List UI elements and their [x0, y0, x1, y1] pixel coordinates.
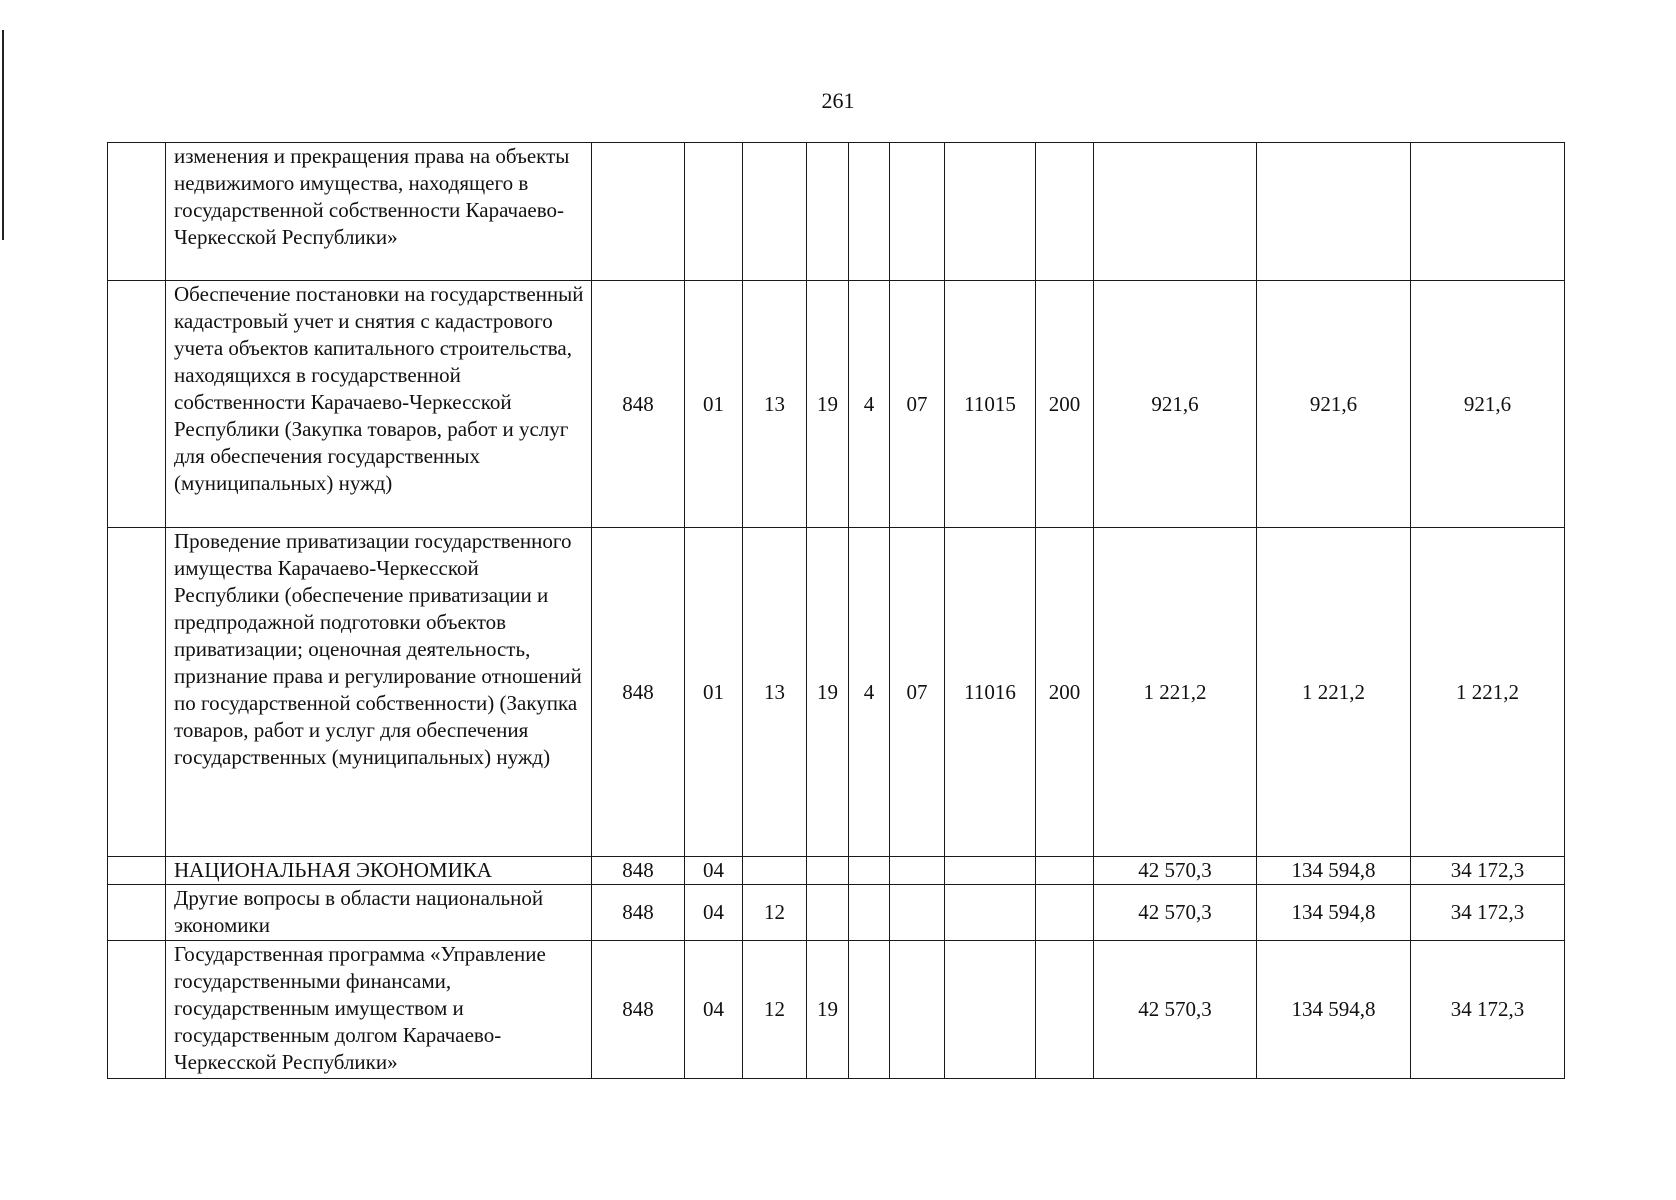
table-row [108, 528, 1565, 857]
subsection-code-cell: 12 [743, 941, 807, 1079]
row-marker-cell [108, 941, 166, 1079]
direction-code-cell: 11016 [945, 528, 1036, 857]
expense-type-code-cell: 200 [1036, 281, 1094, 528]
row-marker-cell [108, 528, 166, 857]
subsection-code-cell: 13 [743, 281, 807, 528]
section-code-cell [685, 143, 743, 281]
table-row [108, 143, 1565, 281]
admin-code-cell [592, 143, 685, 281]
activity-code-cell [890, 941, 945, 1079]
amount-year1-cell: 42 570,3 [1094, 885, 1257, 941]
amount-year3-cell: 34 172,3 [1411, 857, 1565, 885]
subsection-code-cell: 12 [743, 885, 807, 941]
expense-type-code-cell [1036, 143, 1094, 281]
subprogram-code-cell [849, 143, 890, 281]
admin-code-cell: 848 [592, 281, 685, 528]
row-name-cell: НАЦИОНАЛЬНАЯ ЭКОНОМИКА [166, 857, 592, 885]
row-name-cell: Обеспечение постановки на государственный кадастровый учет и снятия с кадастрового учета объектов капитального строительства, находящихся в государственной собственности Карачаево-Черкесской Республики (Закупка товаров, работ и услуг для обеспечения государственных (муниципальных) нужд) [166, 281, 592, 528]
row-name-cell: Другие вопросы в области национальной экономики [166, 885, 592, 941]
amount-year2-cell: 134 594,8 [1257, 857, 1411, 885]
program-code-cell: 19 [807, 528, 849, 857]
amount-year2-cell: 134 594,8 [1257, 885, 1411, 941]
program-code-cell: 19 [807, 941, 849, 1079]
amount-year3-cell: 921,6 [1411, 281, 1565, 528]
subprogram-code-cell [849, 941, 890, 1079]
budget-table [107, 142, 1565, 1079]
admin-code-cell: 848 [592, 528, 685, 857]
scan-edge-line [2, 30, 4, 240]
amount-year2-cell: 1 221,2 [1257, 528, 1411, 857]
program-code-cell [807, 143, 849, 281]
amount-year3-cell: 34 172,3 [1411, 885, 1565, 941]
expense-type-code-cell [1036, 857, 1094, 885]
section-code-cell: 04 [685, 857, 743, 885]
subprogram-code-cell: 4 [849, 281, 890, 528]
amount-year1-cell: 921,6 [1094, 281, 1257, 528]
direction-code-cell [945, 885, 1036, 941]
row-marker-cell [108, 143, 166, 281]
table-row [108, 281, 1565, 528]
section-code-cell: 04 [685, 941, 743, 1079]
program-code-cell [807, 885, 849, 941]
amount-year1-cell: 42 570,3 [1094, 857, 1257, 885]
direction-code-cell [945, 143, 1036, 281]
activity-code-cell [890, 857, 945, 885]
amount-year3-cell: 34 172,3 [1411, 941, 1565, 1079]
page-number: 261 [821, 88, 855, 113]
activity-code-cell: 07 [890, 281, 945, 528]
table-row [108, 885, 1565, 941]
section-code-cell: 04 [685, 885, 743, 941]
direction-code-cell [945, 857, 1036, 885]
subsection-code-cell: 13 [743, 528, 807, 857]
row-name-cell: Государственная программа «Управление государственными финансами, государственным имуществом и государственным долгом Карачаево-Черкесской Республики» [166, 941, 592, 1079]
expense-type-code-cell: 200 [1036, 528, 1094, 857]
amount-year1-cell: 42 570,3 [1094, 941, 1257, 1079]
activity-code-cell [890, 143, 945, 281]
row-marker-cell [108, 857, 166, 885]
amount-year3-cell [1411, 143, 1565, 281]
subprogram-code-cell [849, 857, 890, 885]
program-code-cell [807, 857, 849, 885]
subprogram-code-cell: 4 [849, 528, 890, 857]
subsection-code-cell [743, 143, 807, 281]
admin-code-cell: 848 [592, 857, 685, 885]
expense-type-code-cell [1036, 941, 1094, 1079]
expense-type-code-cell [1036, 885, 1094, 941]
table-row [108, 941, 1565, 1079]
section-code-cell: 01 [685, 528, 743, 857]
activity-code-cell [890, 885, 945, 941]
program-code-cell: 19 [807, 281, 849, 528]
activity-code-cell: 07 [890, 528, 945, 857]
admin-code-cell: 848 [592, 941, 685, 1079]
direction-code-cell [945, 941, 1036, 1079]
row-name-cell: изменения и прекращения права на объекты недвижимого имущества, находящего в государственной собственности Карачаево-Черкесской Республики» [166, 143, 592, 281]
admin-code-cell: 848 [592, 885, 685, 941]
amount-year3-cell: 1 221,2 [1411, 528, 1565, 857]
amount-year2-cell: 921,6 [1257, 281, 1411, 528]
subprogram-code-cell [849, 885, 890, 941]
amount-year2-cell [1257, 143, 1411, 281]
direction-code-cell: 11015 [945, 281, 1036, 528]
subsection-code-cell [743, 857, 807, 885]
section-code-cell: 01 [685, 281, 743, 528]
row-marker-cell [108, 281, 166, 528]
amount-year1-cell [1094, 143, 1257, 281]
row-marker-cell [108, 885, 166, 941]
row-name-cell: Проведение приватизации государственного имущества Карачаево-Черкесской Республики (обеспечение приватизации и предпродажной подготовки объектов приватизации; оценочная деятельность, признание права и регулирование отношений по государственной собственности) (Закупка товаров, работ и услуг для обеспечения государственных (муниципальных) нужд) [166, 528, 592, 857]
amount-year1-cell: 1 221,2 [1094, 528, 1257, 857]
table-row [108, 857, 1565, 885]
amount-year2-cell: 134 594,8 [1257, 941, 1411, 1079]
